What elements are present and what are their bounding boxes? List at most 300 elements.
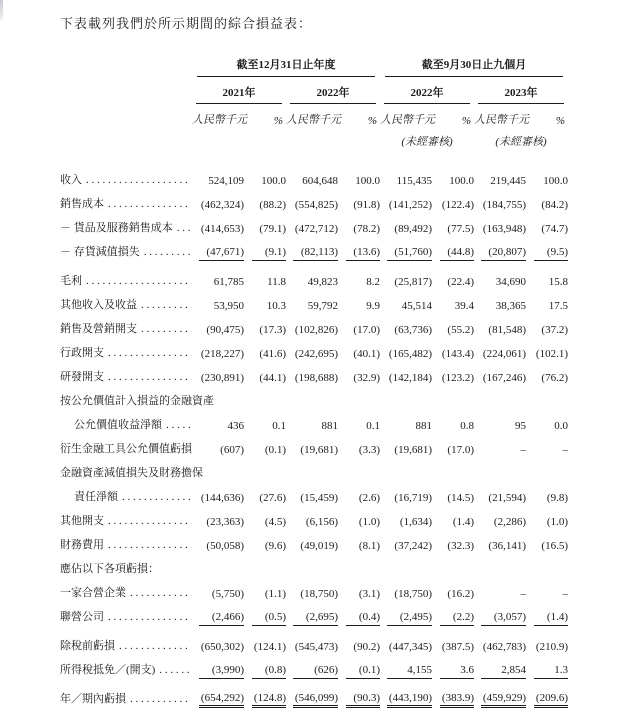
value-cell: [286, 165, 338, 189]
percent-cell: [526, 386, 568, 410]
value-cell: [192, 482, 244, 506]
cell-text: 17.5: [548, 300, 568, 312]
cell-text: 4,155: [387, 658, 432, 679]
value-cell: [474, 578, 526, 602]
percent-cell: [338, 338, 380, 362]
cell-text: (3.1): [358, 588, 380, 600]
cell-text: (4.5): [264, 516, 286, 528]
percent-cell: [244, 554, 286, 578]
percent-cell: [338, 554, 380, 578]
dotted-leader: [108, 515, 190, 527]
value-cell: [286, 410, 338, 434]
value-cell: [286, 290, 338, 314]
percent-cell: [432, 314, 474, 338]
cell-text: –: [520, 588, 526, 600]
cell-text: (2,695): [293, 605, 338, 626]
cell-text: (18,750): [300, 588, 338, 600]
cell-text: 8.2: [366, 276, 380, 288]
cell-text: (1.4): [452, 516, 474, 528]
value-cell: [286, 578, 338, 602]
percent-cell: [244, 482, 286, 506]
value-cell: [286, 189, 338, 213]
row-label: 其他開支: [60, 515, 104, 527]
cell-text: 436: [227, 420, 244, 432]
percent-cell: [526, 530, 568, 554]
value-cell: [474, 314, 526, 338]
cell-text: (21,594): [488, 492, 526, 504]
dotted-leader: [108, 347, 190, 359]
row-label: 收入: [60, 174, 82, 186]
cell-text: (102,826): [294, 324, 338, 336]
unit-percent-label: %: [461, 115, 471, 127]
value-cell: [380, 314, 432, 338]
value-cell: [192, 338, 244, 362]
cell-text: 100.0: [543, 175, 568, 187]
table-row: [60, 165, 568, 189]
percent-cell: [432, 434, 474, 458]
dotted-leader: [108, 371, 190, 383]
value-cell: [286, 602, 338, 626]
unaudited-note: (未經審核): [401, 136, 453, 148]
unit-rmb-label: 人民幣千元: [380, 114, 435, 126]
cell-text: (22.4): [447, 276, 474, 288]
cell-text: (13.6): [346, 240, 380, 261]
value-cell: [286, 554, 338, 578]
cell-text: (55.2): [447, 324, 474, 336]
percent-cell: [432, 410, 474, 434]
value-cell: [192, 213, 244, 237]
percent-cell: [432, 530, 474, 554]
cell-text: (383.9): [440, 681, 474, 708]
row-label-cell: [60, 261, 192, 290]
value-cell: [192, 165, 244, 189]
cell-text: (63,736): [394, 324, 432, 336]
value-cell: [474, 655, 526, 679]
value-cell: [192, 362, 244, 386]
percent-cell: [244, 506, 286, 530]
percent-cell: [432, 602, 474, 626]
percent-cell: [338, 530, 380, 554]
value-cell: [380, 362, 432, 386]
cell-text: (545,473): [294, 641, 338, 653]
percent-cell: [338, 458, 380, 482]
cell-text: (650,302): [200, 641, 244, 653]
cell-text: 15.8: [548, 276, 568, 288]
cell-text: [481, 474, 526, 482]
value-cell: [286, 458, 338, 482]
row-label-cell: [60, 679, 192, 708]
percent-cell: [526, 602, 568, 626]
cell-text: (79.1): [259, 223, 286, 235]
cell-text: (167,246): [482, 372, 526, 384]
cell-text: (17.0): [353, 324, 380, 336]
value-cell: [380, 237, 432, 261]
year-2022-interim: 2022年: [384, 77, 470, 104]
percent-cell: [338, 261, 380, 290]
value-cell: [380, 578, 432, 602]
year-cell: [474, 77, 568, 104]
percent-cell: [432, 679, 474, 708]
percent-cell: [432, 165, 474, 189]
value-cell: [380, 655, 432, 679]
value-cell: [286, 530, 338, 554]
cell-text: [440, 402, 474, 410]
cell-text: (20,807): [481, 240, 526, 261]
percent-cell: [526, 679, 568, 708]
value-cell: [474, 506, 526, 530]
value-cell: [286, 362, 338, 386]
cell-text: (74.7): [541, 223, 568, 235]
percent-cell: [338, 189, 380, 213]
cell-text: (8.1): [358, 540, 380, 552]
dotted-leader: [144, 246, 190, 258]
row-label: 責任淨額: [74, 491, 118, 503]
dotted-leader: [108, 198, 190, 210]
value-cell: [286, 338, 338, 362]
cell-text: (15,459): [300, 492, 338, 504]
cell-text: –: [562, 588, 568, 600]
year-cell: [286, 77, 380, 104]
cell-text: (37,242): [394, 540, 432, 552]
cell-text: (0.1): [264, 444, 286, 456]
cell-text: 10.3: [266, 300, 286, 312]
percent-cell: [338, 578, 380, 602]
cell-text: 11.8: [267, 276, 286, 288]
cell-text: (607): [220, 444, 244, 456]
row-label-cell: [60, 482, 192, 506]
row-label: 銷售及營銷開支: [60, 323, 137, 335]
cell-text: [481, 402, 526, 410]
table-row: [60, 679, 568, 708]
dotted-leader: [159, 664, 190, 676]
table-row: [60, 290, 568, 314]
table-row: [60, 261, 568, 290]
row-label-cell: [60, 213, 192, 237]
cell-text: (472,712): [294, 223, 338, 235]
row-label: 聯營公司: [60, 611, 104, 623]
percent-cell: [526, 554, 568, 578]
percent-cell: [526, 290, 568, 314]
cell-text: (17.0): [447, 444, 474, 456]
value-cell: [474, 482, 526, 506]
percent-cell: [244, 578, 286, 602]
cell-text: (9.6): [264, 540, 286, 552]
percent-cell: [526, 655, 568, 679]
cell-text: (16,719): [394, 492, 432, 504]
value-cell: [474, 434, 526, 458]
cell-text: (1.0): [546, 516, 568, 528]
row-label-cell: [60, 602, 192, 626]
dotted-leader: [119, 640, 190, 652]
cell-text: (23,363): [206, 516, 244, 528]
value-cell: [192, 314, 244, 338]
cell-text: –: [520, 444, 526, 456]
cell-text: (218,227): [200, 348, 244, 360]
cell-text: (209.6): [534, 681, 568, 708]
value-cell: [380, 290, 432, 314]
percent-cell: [526, 189, 568, 213]
percent-cell: [526, 626, 568, 655]
header-spacer: [60, 56, 192, 77]
row-label: 銷售成本: [60, 198, 104, 210]
value-cell: [380, 679, 432, 708]
cell-text: (14.5): [447, 492, 474, 504]
dotted-leader: [141, 323, 190, 335]
value-cell: [380, 261, 432, 290]
cell-text: 0.1: [272, 420, 286, 432]
percent-cell: [244, 434, 286, 458]
value-cell: [286, 679, 338, 708]
cell-text: (546,099): [293, 681, 338, 708]
percent-cell: [526, 578, 568, 602]
value-cell: [380, 213, 432, 237]
value-cell: [474, 410, 526, 434]
cell-text: [346, 474, 380, 482]
cell-text: (81,548): [488, 324, 526, 336]
cell-text: 100.0: [261, 175, 286, 187]
value-cell: [286, 314, 338, 338]
row-label-cell: [60, 314, 192, 338]
value-cell: [192, 602, 244, 626]
value-cell: [380, 626, 432, 655]
cell-text: (41.6): [259, 348, 286, 360]
row-label-cell: [60, 530, 192, 554]
cell-text: [252, 570, 286, 578]
percent-cell: [338, 434, 380, 458]
percent-cell: [338, 213, 380, 237]
cell-text: 61,785: [213, 276, 244, 288]
value-cell: [192, 530, 244, 554]
unaudited-note: (未經審核): [495, 136, 547, 148]
cell-text: (16.2): [447, 588, 474, 600]
cell-text: (32.9): [353, 372, 380, 384]
year-cell: [380, 77, 474, 104]
cell-text: (3.3): [358, 444, 380, 456]
header-spacer: [60, 77, 192, 104]
row-label-cell: [60, 554, 192, 578]
percent-cell: [526, 261, 568, 290]
table-row: [60, 434, 568, 458]
cell-text: (447,345): [388, 641, 432, 653]
unit-rmb-label: 人民幣千元: [192, 114, 247, 126]
value-cell: [192, 237, 244, 261]
value-cell: [380, 386, 432, 410]
cell-text: (88.2): [259, 199, 286, 211]
table-body: [60, 165, 568, 708]
percent-cell: [432, 362, 474, 386]
cell-text: (210.9): [535, 641, 568, 653]
year-2021: 2021年: [196, 77, 282, 104]
cell-text: (0.5): [252, 605, 286, 626]
period-group-annual: 截至12月31日止年度: [197, 56, 375, 77]
cell-text: 881: [321, 420, 338, 432]
value-cell: [380, 506, 432, 530]
cell-text: 53,950: [213, 300, 244, 312]
cell-text: (1.1): [264, 588, 286, 600]
table-row: [60, 578, 568, 602]
value-cell: [474, 213, 526, 237]
value-cell: [380, 458, 432, 482]
row-label-cell: [60, 165, 192, 189]
percent-cell: [338, 314, 380, 338]
cell-text: (40.1): [353, 348, 380, 360]
cell-text: (77.5): [447, 223, 474, 235]
value-cell: [192, 679, 244, 708]
cell-text: (554,825): [294, 199, 338, 211]
row-label-cell: [60, 290, 192, 314]
cell-text: (102.1): [535, 348, 568, 360]
cell-text: [481, 570, 526, 578]
row-label-cell: [60, 338, 192, 362]
cell-text: 604,648: [302, 175, 338, 187]
percent-cell: [338, 626, 380, 655]
cell-text: (9.8): [546, 492, 568, 504]
percent-cell: [432, 482, 474, 506]
value-cell: [286, 261, 338, 290]
cell-text: 95: [515, 420, 526, 432]
percent-cell: [432, 655, 474, 679]
value-cell: [192, 434, 244, 458]
percent-cell: [244, 626, 286, 655]
cell-text: 38,365: [495, 300, 526, 312]
cell-text: (25,817): [394, 276, 432, 288]
unit-percent-label: %: [555, 115, 565, 127]
cell-text: 39.4: [454, 300, 474, 312]
value-cell: [192, 290, 244, 314]
row-label-cell: [60, 362, 192, 386]
percent-cell: [432, 506, 474, 530]
cell-text: (3,990): [199, 658, 244, 679]
percent-cell: [244, 458, 286, 482]
row-label: － 貨品及服務銷售成本: [60, 222, 173, 234]
value-cell: [286, 213, 338, 237]
year-cell: [192, 77, 286, 104]
cell-text: [252, 474, 286, 482]
cell-text: (1,634): [399, 516, 432, 528]
year-2023-interim: 2023年: [478, 77, 564, 104]
income-statement-table: [60, 56, 568, 708]
cell-text: (143.4): [441, 348, 474, 360]
percent-cell: [338, 165, 380, 189]
unit-rmb-label: 人民幣千元: [474, 114, 529, 126]
row-label-cell: [60, 655, 192, 679]
value-cell: [380, 410, 432, 434]
cell-text: [293, 402, 338, 410]
cell-text: (17.3): [259, 324, 286, 336]
cell-text: (224,061): [482, 348, 526, 360]
cell-text: 1.3: [534, 658, 568, 679]
cell-text: (3,057): [481, 605, 526, 626]
value-cell: [286, 506, 338, 530]
row-label: 財務費用: [60, 539, 104, 551]
page-title: 下表載列我們於所示期間的綜合損益表：: [60, 16, 313, 31]
cell-text: (36,141): [488, 540, 526, 552]
dotted-leader: [177, 222, 190, 234]
value-cell: [474, 386, 526, 410]
cell-text: (19,681): [394, 444, 432, 456]
table-row: [60, 626, 568, 655]
row-label: 研發開支: [60, 371, 104, 383]
cell-text: (47,671): [199, 240, 244, 261]
value-cell: [380, 434, 432, 458]
year-2022-annual: 2022年: [290, 77, 376, 104]
cell-text: 100.0: [449, 175, 474, 187]
table-row: [60, 189, 568, 213]
percent-cell: [526, 338, 568, 362]
percent-cell: [338, 362, 380, 386]
cell-text: 3.6: [440, 658, 474, 679]
cell-text: [387, 570, 432, 578]
row-label-cell: [60, 506, 192, 530]
row-label-cell: [60, 434, 192, 458]
value-cell: [474, 602, 526, 626]
cell-text: (626): [293, 658, 338, 679]
cell-text: 59,792: [307, 300, 338, 312]
table-row: [60, 458, 568, 482]
cell-text: (142,184): [388, 372, 432, 384]
cell-text: (2.6): [358, 492, 380, 504]
header-spacer: [286, 129, 380, 165]
cell-text: (90,475): [206, 324, 244, 336]
row-label: 按公允價值計入損益的金融資產: [60, 395, 214, 407]
percent-cell: [244, 213, 286, 237]
cell-text: (78.2): [353, 223, 380, 235]
percent-cell: [338, 679, 380, 708]
cell-text: (414,653): [200, 223, 244, 235]
header-spacer: [60, 129, 192, 165]
cell-text: [440, 570, 474, 578]
value-cell: [192, 410, 244, 434]
cell-text: (2,466): [199, 605, 244, 626]
value-cell: [474, 554, 526, 578]
cell-text: (124.8): [252, 681, 286, 708]
dotted-leader: [86, 275, 190, 287]
cell-text: 2,854: [481, 658, 526, 679]
row-label: 行政開支: [60, 347, 104, 359]
percent-cell: [244, 362, 286, 386]
percent-cell: [526, 506, 568, 530]
percent-cell: [338, 290, 380, 314]
cell-text: (387.5): [441, 641, 474, 653]
cell-text: [387, 402, 432, 410]
cell-text: (49,019): [300, 540, 338, 552]
cell-text: 45,514: [401, 300, 432, 312]
dotted-leader: [130, 693, 190, 705]
value-cell: [380, 189, 432, 213]
cell-text: (242,695): [294, 348, 338, 360]
percent-cell: [432, 386, 474, 410]
cell-text: (144,636): [200, 492, 244, 504]
percent-cell: [432, 213, 474, 237]
header-spacer: [192, 129, 286, 165]
header-year-row: [60, 77, 568, 104]
cell-text: (90.2): [353, 641, 380, 653]
percent-cell: [526, 434, 568, 458]
cell-text: (1.4): [534, 605, 568, 626]
percent-cell: [244, 602, 286, 626]
cell-text: (44.8): [440, 240, 474, 261]
cell-text: (50,058): [206, 540, 244, 552]
cell-text: (163,948): [482, 223, 526, 235]
table-row: [60, 482, 568, 506]
table-row: [60, 362, 568, 386]
cell-text: (9.1): [252, 240, 286, 261]
percent-cell: [526, 237, 568, 261]
percent-cell: [338, 386, 380, 410]
percent-cell: [526, 458, 568, 482]
row-label: 應佔以下各項虧損：: [60, 563, 159, 575]
table-row: [60, 554, 568, 578]
